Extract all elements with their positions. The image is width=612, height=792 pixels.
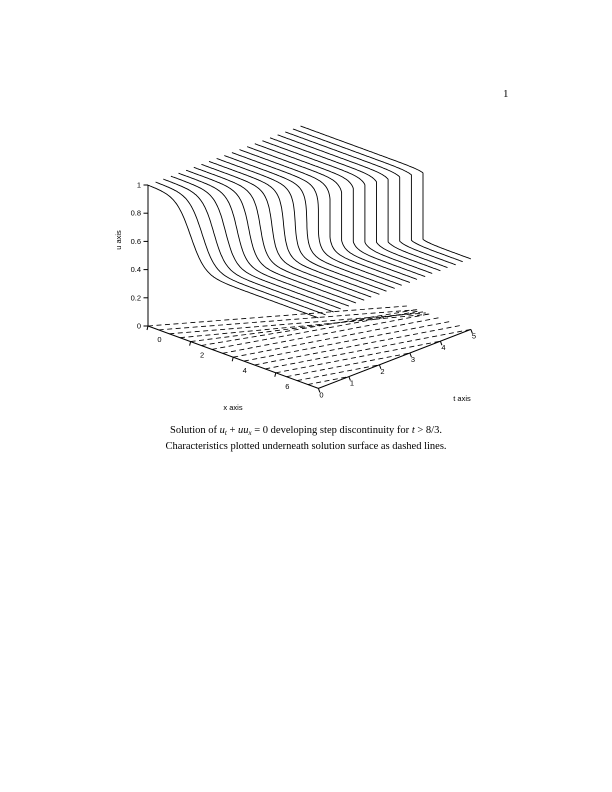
t-axis-label: t axis xyxy=(453,394,471,403)
u-tick-label: 1 xyxy=(136,180,141,190)
solution-profile xyxy=(156,182,326,315)
characteristics-layer xyxy=(148,306,471,385)
caption-segment: > 8/3. xyxy=(414,425,442,436)
caption-segment: t xyxy=(224,429,227,437)
t-tick-label: 4 xyxy=(441,343,446,353)
characteristic-line xyxy=(148,306,407,326)
u-tick-label: 0.8 xyxy=(130,208,141,218)
u-tick-label: 0 xyxy=(136,321,141,331)
x-tick-label: 4 xyxy=(242,366,247,376)
caption-segment: Solution of xyxy=(170,425,220,436)
caption-segment: x xyxy=(248,429,252,437)
t-tick-label: 5 xyxy=(471,331,476,341)
u-tick-label: 0.6 xyxy=(130,236,141,246)
u-tick-label: 0.2 xyxy=(130,293,141,303)
x-tick-label: 2 xyxy=(200,350,205,360)
caption-line-2 xyxy=(0,440,612,454)
characteristic-line xyxy=(180,314,429,338)
caption-segment: + xyxy=(226,425,238,436)
x-tick-label: 0 xyxy=(157,335,162,344)
solution-profile xyxy=(301,126,471,259)
u-axis-label: u axis xyxy=(114,230,123,250)
page-number: 1 xyxy=(503,88,509,100)
solution-curves-layer xyxy=(148,126,471,318)
t-tick-label: 2 xyxy=(380,366,385,376)
t-tick-label: 1 xyxy=(349,378,354,388)
t-tick-label: 3 xyxy=(410,355,415,364)
solution-profile xyxy=(293,129,463,262)
caption-segment: uu xyxy=(238,425,249,436)
caption-segment: = 0 developing step discontinuity for xyxy=(251,425,412,436)
t-tick-label: 0 xyxy=(319,390,324,400)
characteristic-line xyxy=(244,322,450,362)
caption-segment: t xyxy=(411,425,415,436)
characteristic-line xyxy=(233,318,439,358)
caption-segment: Characteristics plotted underneath solution surface as dashed lines. xyxy=(165,441,447,452)
u-tick-label: 0.4 xyxy=(130,265,141,275)
characteristic-line xyxy=(276,341,441,373)
caption-segment: u xyxy=(219,425,225,436)
figure-caption xyxy=(0,424,612,454)
solution-profile xyxy=(148,185,318,318)
x-axis-label: x axis xyxy=(223,403,243,412)
characteristic-line xyxy=(159,310,417,330)
caption-line-1 xyxy=(0,424,612,440)
x-tick-label: 6 xyxy=(285,381,290,391)
characteristic-line xyxy=(287,353,410,377)
characteristic-line xyxy=(265,329,471,369)
